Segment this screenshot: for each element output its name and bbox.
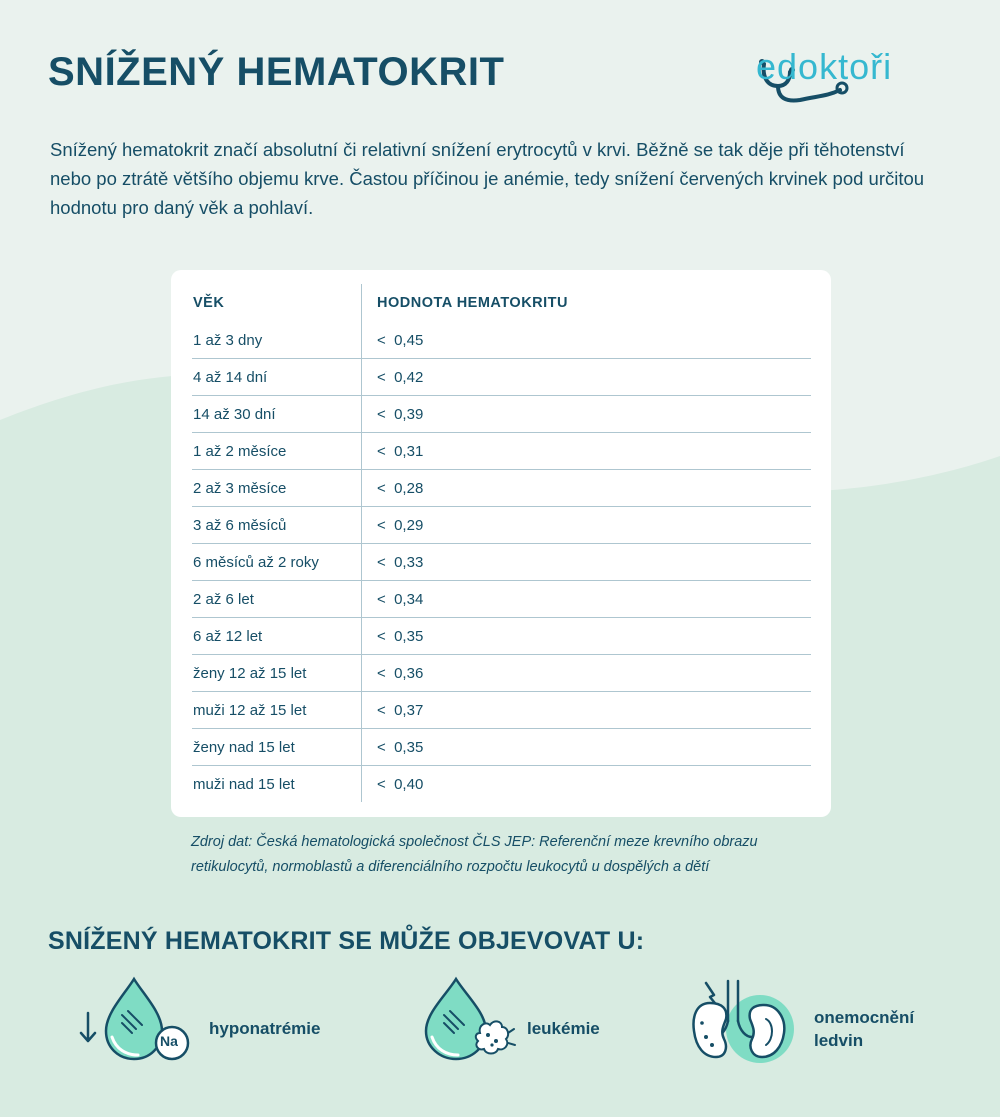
age-cell: muži 12 až 15 let [192, 692, 362, 729]
age-cell: 3 až 6 měsíců [192, 507, 362, 544]
hematocrit-table [192, 284, 811, 802]
table-body [192, 322, 811, 802]
condition-leukemia [420, 975, 640, 1067]
condition-hyponatremia [76, 975, 376, 1067]
edoktori-logo[interactable] [756, 42, 956, 106]
value-cell: < 0,35 [377, 627, 424, 645]
logo-text: edoktoři [756, 46, 893, 87]
age-cell: 2 až 6 let [192, 581, 362, 618]
age-cell: ženy 12 až 15 let [192, 655, 362, 692]
table-row [192, 322, 811, 359]
table-row [192, 470, 811, 507]
age-cell: 6 měsíců až 2 roky [192, 544, 362, 581]
column-header-age: VĚK [192, 284, 362, 322]
age-cell: 1 až 2 měsíce [192, 433, 362, 470]
conditions-title: SNÍŽENÝ HEMATOKRIT SE MŮŽE OBJEVOVAT U: [48, 927, 645, 955]
age-cell: muži nad 15 let [192, 766, 362, 803]
condition-label-hyponatremia: hyponatrémie [209, 1019, 321, 1038]
page-title: SNÍŽENÝ HEMATOKRIT [48, 50, 505, 94]
table-row [192, 618, 811, 655]
age-cell: ženy nad 15 let [192, 729, 362, 766]
value-cell: < 0,45 [377, 331, 424, 349]
value-cell: < 0,35 [377, 738, 424, 756]
table-row [192, 655, 811, 692]
value-cell: < 0,31 [377, 442, 424, 460]
table-header-row [192, 284, 811, 322]
table-row [192, 433, 811, 470]
kidneys-icon [690, 975, 800, 1067]
value-cell: < 0,40 [377, 775, 424, 793]
table-row [192, 581, 811, 618]
blood-drop-sodium-icon [76, 975, 196, 1067]
value-cell: < 0,36 [377, 664, 424, 682]
condition-label-leukemia: leukémie [527, 1019, 600, 1038]
table-row [192, 766, 811, 803]
hematocrit-table-card [171, 270, 831, 817]
value-cell: < 0,42 [377, 368, 424, 386]
age-cell: 2 až 3 měsíce [192, 470, 362, 507]
table-row [192, 507, 811, 544]
column-header-value: HODNOTA HEMATOKRITU [377, 295, 569, 311]
value-cell: < 0,29 [377, 516, 424, 534]
table-row [192, 544, 811, 581]
condition-label-kidney-line2: ledvin [814, 1031, 864, 1050]
value-cell: < 0,39 [377, 405, 424, 423]
table-row [192, 729, 811, 766]
value-cell: < 0,28 [377, 479, 424, 497]
age-cell: 4 až 14 dní [192, 359, 362, 396]
table-row [192, 692, 811, 729]
sodium-badge: Na [160, 1033, 178, 1049]
source-note: Zdroj dat: Česká hematologická společnost ČLS JEP: Referenční meze krevního obrazu retikulocytů, normoblastů a diferenciálního rozpočtu leukocytů u dospělých a dětí [191, 834, 758, 875]
value-cell: < 0,37 [377, 701, 424, 719]
value-cell: < 0,34 [377, 590, 424, 608]
table-row [192, 396, 811, 433]
table-row [192, 359, 811, 396]
intro-paragraph: Snížený hematokrit značí absolutní či relativní snížení erytrocytů v krvi. Běžně se tak děje při těhotenství nebo po ztrátě většího objemu krve. Častou příčinou je anémie, tedy snížení červených krvinek pod určitou hodnotu pro daný věk a pohlaví. [50, 139, 925, 218]
blood-drop-cell-icon [420, 975, 520, 1067]
age-cell: 6 až 12 let [192, 618, 362, 655]
condition-label-kidney-line1: onemocnění [814, 1008, 915, 1027]
age-cell: 1 až 3 dny [192, 322, 362, 359]
condition-kidney-disease [690, 975, 950, 1067]
value-cell: < 0,33 [377, 553, 424, 571]
age-cell: 14 až 30 dní [192, 396, 362, 433]
